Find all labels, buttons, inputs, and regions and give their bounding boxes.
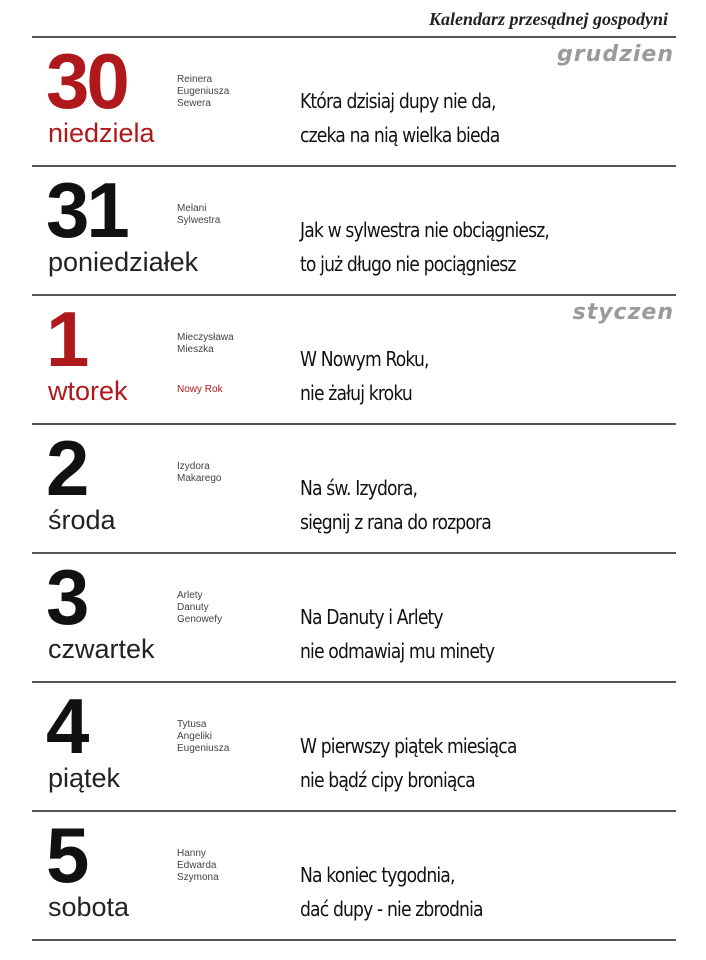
day-number: 4 [46,682,87,770]
name-day-list [177,590,222,626]
name-day-item: Mieczysława [177,332,234,343]
saying-line: W Nowym Roku, [300,347,429,371]
calendar-day-row [32,810,676,941]
weekday-name: poniedziałek [48,247,199,277]
saying-line: Na św. Izydora, [300,476,418,500]
name-day-item: Szymona [177,872,219,883]
name-day-item: Eugeniusza [177,86,230,97]
weekday-name: środa [48,505,116,535]
saying-text [300,84,532,152]
saying-line: nie bądź cipy broniąca [300,768,475,792]
saying-text [300,858,512,926]
name-day-item: Arlety [177,590,203,601]
calendar-day-row [32,423,676,552]
day-number: 2 [46,424,87,512]
saying-line: Na Danuty i Arlety [300,605,443,629]
day-number: 1 [46,295,87,383]
saying-line: W pierwszy piątek miesiąca [300,734,517,758]
name-day-list [177,203,220,227]
name-day-list [177,848,219,884]
name-day-item: Izydora [177,461,210,472]
name-day-item: Edwarda [177,860,217,871]
name-day-item: Sylwestra [177,215,221,226]
saying-text [300,471,522,539]
calendar-rows [32,36,676,941]
name-day-item: Genowefy [177,614,223,625]
saying-text [300,729,552,797]
weekday-name: piątek [48,763,121,793]
saying-line: nie odmawiaj mu minety [300,639,495,663]
saying-line: nie żałuj kroku [300,381,412,405]
saying-line: sięgnij z rana do rozpora [300,510,491,534]
saying-line: to już długo nie pociągniesz [300,252,516,276]
name-day-list [177,332,234,356]
name-day-list [177,719,229,755]
name-day-item: Sewera [177,98,211,109]
saying-line: dać dupy - nie zbrodnia [300,897,483,921]
name-day-item: Reinera [177,74,213,85]
name-day-item: Makarego [177,473,222,484]
calendar-day-row [32,294,676,423]
saying-line: Która dzisiaj dupy nie da, [300,89,496,113]
day-number: 5 [46,811,87,899]
day-number: 31 [46,166,127,254]
day-number: 3 [46,553,87,641]
name-day-item: Mieszka [177,344,214,355]
weekday-name: sobota [48,892,130,922]
month-label: styczen [572,300,674,325]
saying-line: czeka na nią wielka bieda [300,123,500,147]
name-day-item: Tytusa [177,719,207,730]
saying-line: Jak w sylwestra nie obciągniesz, [300,218,549,242]
saying-text [300,600,526,668]
page-title: Kalendarz przesądnej gospodyni [428,9,668,29]
saying-line: Na koniec tygodnia, [300,863,455,887]
name-day-item: Melani [177,203,207,214]
name-day-item: Danuty [177,602,209,613]
calendar-day-row [32,681,676,810]
saying-text [300,213,590,281]
day-number: 30 [46,37,127,125]
month-label: grudzien [557,42,674,67]
weekday-name: niedziela [48,118,155,148]
calendar-day-row [32,552,676,681]
name-day-item: Hanny [177,848,206,859]
name-day-item: Eugeniusza [177,743,230,754]
calendar-day-row [32,165,676,294]
calendar-day-row [32,36,676,165]
weekday-name: czwartek [48,634,155,664]
name-day-list [177,74,229,110]
saying-text [300,342,450,410]
weekday-name: wtorek [48,376,128,406]
name-day-list [177,461,221,485]
name-day-item: Angeliki [177,731,213,742]
holiday-label: Nowy Rok [177,384,223,395]
